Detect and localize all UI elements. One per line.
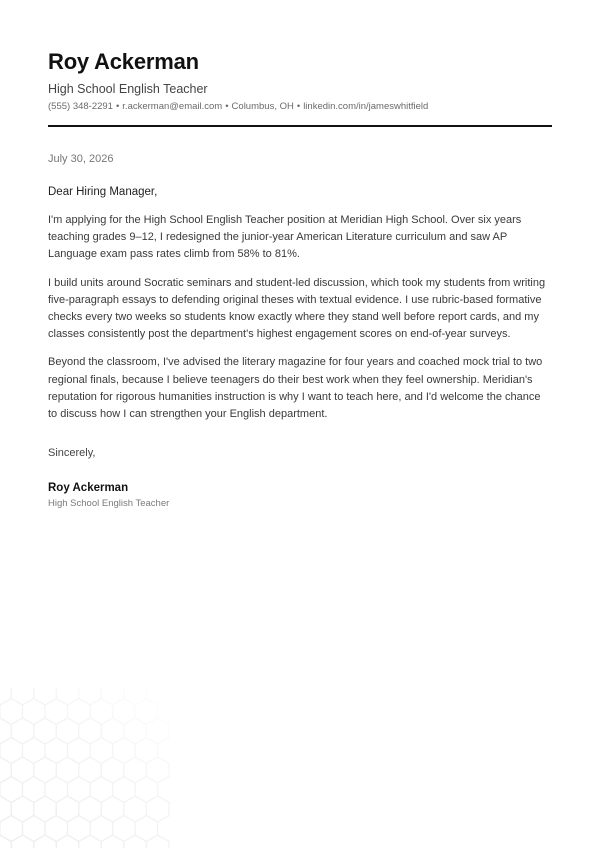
cover-letter xyxy=(48,48,552,510)
contact-separator: • xyxy=(296,101,301,112)
contact-email: r.ackerman@email.com xyxy=(122,101,223,112)
hexagon-shape xyxy=(79,688,102,705)
hexagon-shape xyxy=(0,835,11,848)
hexagon-pattern-icon xyxy=(0,688,170,848)
hexagon-shape xyxy=(0,688,11,705)
letter-paragraph: I build units around Socratic seminars and student-led discussion, which took my students from writing five-paragraph essays to defending original theses with textual evidence. I use rubric-based formative checks every two weeks so students know exactly where they stand well before report cards, and my classes consistently post the department's highest engagement scores on end-of-year surveys. xyxy=(48,276,546,341)
hexagon-shape xyxy=(158,699,170,725)
contact-separator: • xyxy=(225,101,229,112)
hexagon-shape xyxy=(158,777,170,803)
hexagon-shape xyxy=(158,738,170,764)
hexagon-shape xyxy=(146,835,169,848)
hexagon-shape xyxy=(169,688,170,705)
hexagon-shape xyxy=(11,835,34,848)
hexagon-shape xyxy=(124,835,147,848)
hexagon-shape xyxy=(56,688,79,705)
applicant-role: High School English Teacher xyxy=(48,82,208,96)
letter-salutation: Dear Hiring Manager, xyxy=(48,186,158,198)
hexagon-shape xyxy=(34,835,57,848)
hexagon-shape xyxy=(169,796,170,822)
hexagon-shape xyxy=(158,816,170,842)
hexagon-shape xyxy=(79,835,102,848)
contact-linkedin: linkedin.com/in/jameswhitfield xyxy=(303,101,429,112)
letter-header xyxy=(48,48,552,127)
signature-title: High School English Teacher xyxy=(48,498,170,510)
letter-closing: Sincerely, xyxy=(48,447,96,460)
hexagon-shape xyxy=(169,718,170,744)
contact-separator: • xyxy=(115,101,120,112)
letter-date: July 30, 2026 xyxy=(48,153,114,165)
hexagon-shape xyxy=(101,688,124,705)
hexagon-shape xyxy=(124,688,147,705)
letter-paragraph: Beyond the classroom, I've advised the literary magazine for four years and coached mock trial to two regional finals, because I believe teenagers do their best work when they feel ownership. Meridian's reputation for rigorous humanities instruction is why I want to teach here, and I'd welcome the chance to discuss how I can strengthen your English department. xyxy=(48,356,543,421)
contact-line xyxy=(48,100,552,114)
hexagon-shape xyxy=(11,688,34,705)
hexagon-shape xyxy=(34,688,57,705)
letter-paragraph: I'm applying for the High School English Teacher position at Meridian High School. Over six years teaching grades 9–12, I redesigned the junior-year American Literature curriculum and saw AP Language exam pass rates climb from 58% to 81%. xyxy=(48,214,522,261)
hexagon-shape xyxy=(56,835,79,848)
hexagon-shape xyxy=(101,835,124,848)
contact-location: Columbus, OH xyxy=(231,101,294,112)
applicant-name: Roy Ackerman xyxy=(48,49,199,74)
signature-name: Roy Ackerman xyxy=(48,482,129,495)
contact-phone: (555) 348-2291 xyxy=(48,101,113,112)
hexagon-shape xyxy=(146,688,169,705)
hexagon-shape xyxy=(169,757,170,783)
header-divider xyxy=(48,125,552,127)
